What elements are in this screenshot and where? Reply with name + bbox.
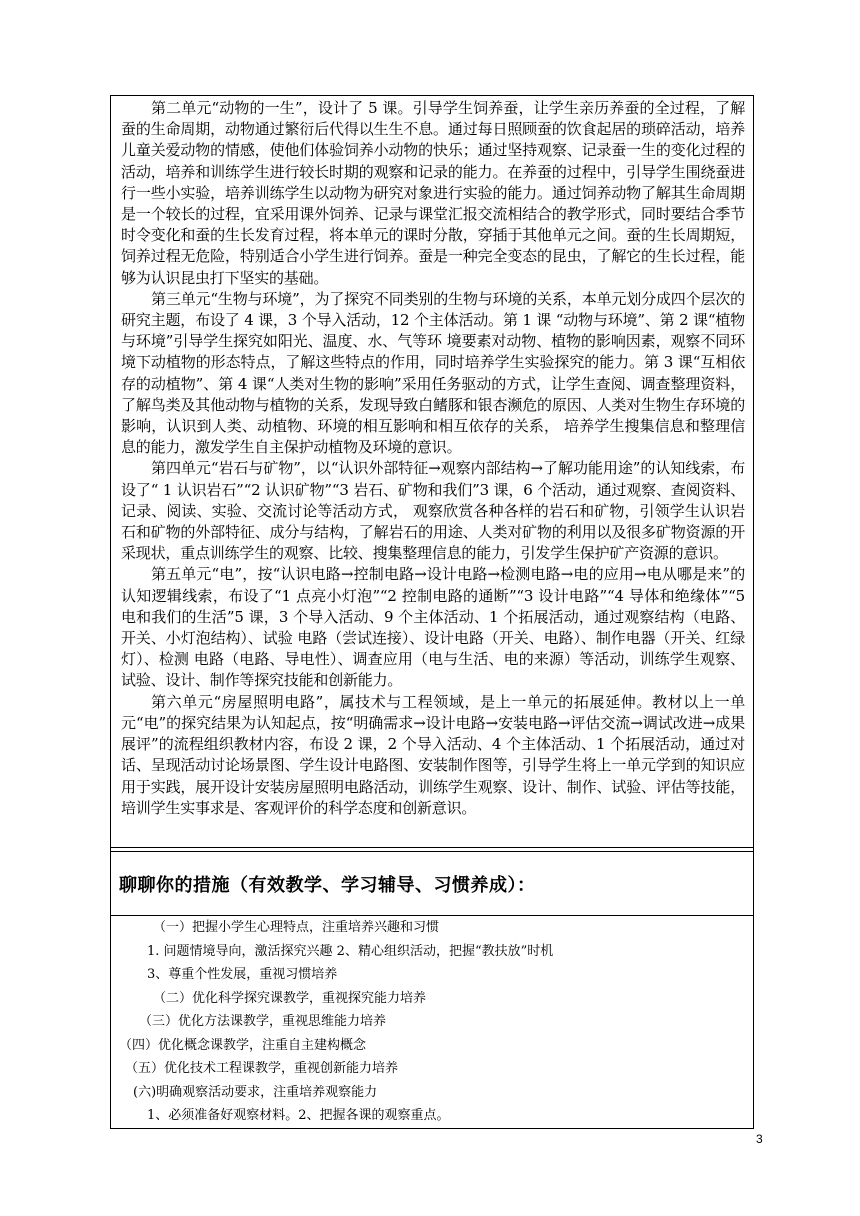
measure-line: 1. 问题情境导向，激活探究兴趣 2、精心组织活动，把握“教扶放”时机 [147,943,554,959]
unit-6-paragraph: 第六单元“房屋照明电路”，属技术与工程领域，是上一单元的拓展延伸。教材以上一单元“电”的探究结果为认知起点，按“明确需求→设计电路→安装电路→评估交流→调试改进→成果展评”的流程组织教材内容，布设 2 课，2 个导入活动、4 个主体活动、1 个拓展活动，通过对话、呈现活动讨论场景图、学生设计电路图、安装制作图等，引导学生将上一单元学到的知识应用于实践，展开设计安装房屋照明电路活动，训练学生观察、设计、制作、试验、评估等技能，培训学生实事求是、客观评价的科学态度和创新意识。 [121,692,745,817]
measure-line: (六)明确观察活动要求，注重培养观察能力 [133,1084,378,1100]
unit-3-paragraph: 第三单元“生物与环境”，为了探究不同类别的生物与环境的关系，本单元划分成四个层次的研究主题，布设了 4 课，3 个导入活动，12 个主体活动。第 1 课 “动物与环境”、第 2 课“植物与环境”引导学生探究如阳光、温度、水、气等环 境要素对动物、植物的影响因素，观察不同环境下动植物的形态特点，了解这些特点的作用，同时培养学生实验探究的能力。第 3 课“互相依存的动植物”、第 4 课“人类对生物的影响”采用任务驱动的方式，让学生查阅、调查整理资料，了解鸟类及其他动物与植物的关系，发现导致白鳍豚和银杏濒危的原因、人类对生物生存环境的影响，认识到人类、动植物、环境的相互影响和相互依存的关系， 培养学生搜集信息和整理信息的能力，激发学生自主保护动植物及环境的意识。 [121,289,745,457]
measures-heading: 聊聊你的措施（有效教学、学习辅导、习惯养成）： [111,852,753,916]
measure-line: （五）优化技术工程课教学，重视创新能力培养 [125,1061,399,1076]
measure-line: （一）把握小学生心理特点，注重培养兴趣和习惯 [153,920,440,935]
unit-description-cell [111,96,753,848]
measure-line: （二）优化科学探究课教学，重视探究能力培养 [153,990,427,1006]
unit-2-paragraph: 第二单元“动物的一生”，设计了 5 课。引导学生饲养蚕，让学生亲历养蚕的全过程，了解蚕的生命周期，动物通过繁衍后代得以生生不息。通过每日照顾蚕的饮食起居的琐碎活动，培养儿童关爱动物的情感，使他们体验饲养小动物的快乐；通过坚持观察、记录蚕一生的变化过程的活动，培养和训练学生进行较长时期的观察和记录的能力。在养蚕的过程中，引导学生围绕蚕进行一些小实验，培养训练学生以动物为研究对象进行实验的能力。通过饲养动物了解其生命周期是一个较长的过程，宜采用课外饲养、记录与课堂汇报交流相结合的教学形式，同时要结合季节时令变化和蚕的生长发育过程，将本单元的课时分散，穿插于其他单元之间。蚕的生长周期短，饲养过程无危险，特别适合小学生进行饲养。蚕是一种完全变态的昆虫，了解它的生长过程，能够为认识昆虫打下坚实的基础。 [121,99,745,287]
unit-4-paragraph: 第四单元“岩石与矿物”，以“认识外部特征→观察内部结构→了解功能用途”的认知线索，布设了“ 1 认识岩石”“2 认识矿物”“3 岩石、矿物和我们”3 课，6 个活动，通过观察、查阅资料、记录、阅读、实验、交流讨论等活动方式， 观察欣赏各种各样的岩石和矿物，引领学生认识岩石和矿物的外部特征、成分与结构，了解岩石的用途、人类对矿物的利用以及很多矿物资源的开采现状，重点训练学生的观察、比较、搜集整理信息的能力，引发学生保护矿产资源的意识。 [121,459,745,563]
measures-cell [111,916,753,1128]
content-table [110,95,754,1129]
measure-line: 1、必须准备好观察材料。2、把握各课的观察重点。 [147,1108,450,1123]
measure-line: （四）优化概念课教学，注重自主建构概念 [119,1037,367,1053]
unit-5-paragraph: 第五单元“电”，按“认识电路→控制电路→设计电路→检测电路→电的应用→电从哪是来”的认知逻辑线索，布设了“1 点亮小灯泡”“2 控制电路的通断”“3 设计电路”“4 导体和绝缘体”“5 电和我们的生活”5 课，3 个导入活动、9 个主体活动、1 个拓展活动，通过观察结构（电路、开关、小灯泡结构）、试验 电路（尝试连接）、设计电路（开关、电路）、制作电器（开关、红绿灯）、检测 电路（电路、导电性）、调查应用（电与生活、电的来源）等活动，训练学生观察、试验、设计、制作等探究技能和创新能力。 [121,565,745,690]
measure-line: （三）优化方法课教学，重视思维能力培养 [139,1014,387,1029]
measure-line: 3、尊重个性发展，重视习惯培养 [147,967,338,982]
page-number: 3 [756,1132,763,1146]
